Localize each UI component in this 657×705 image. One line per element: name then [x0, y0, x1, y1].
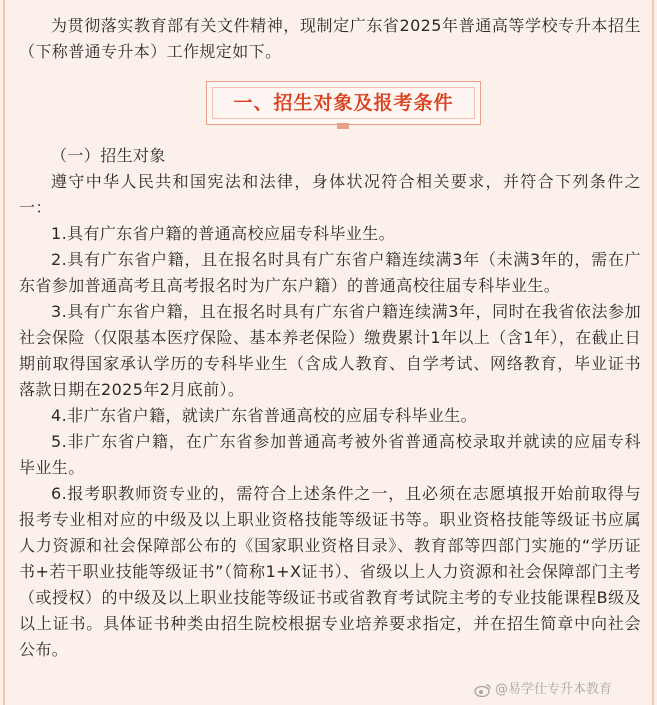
right-border-line [652, 0, 654, 705]
section-heading: 一、招生对象及报考条件 [233, 92, 454, 114]
article-body [19, 13, 641, 663]
intro-paragraph: 为贯彻落实教育部有关文件精神，现制定广东省2025年普通高等学校专升本招生（下称普通专升本）工作规定如下。 [19, 16, 641, 61]
section-heading-wrap [19, 71, 641, 143]
paragraph-conditions-intro: 遵守中华人民共和国宪法和法律，身体状况符合相关要求，并符合下列条件之一： [19, 172, 641, 217]
watermark-text: @易学仕专升本教育 [495, 682, 613, 697]
weibo-icon [474, 683, 492, 697]
paragraph-condition-1: 1.具有广东省户籍的普通高校应届专科毕业生。 [51, 224, 396, 243]
paragraph-condition-4: 4.非广东省户籍，就读广东省普通高校的应届专科毕业生。 [51, 406, 478, 425]
section-heading-box [206, 81, 481, 125]
subheading: （一）招生对象 [51, 146, 166, 165]
watermark [474, 681, 612, 699]
paragraph-condition-6: 6.报考职教师资专业的，需符合上述条件之一，且必须在志愿填报开始前取得与报考专业相对应的中级及以上职业资格技能等级证书等。职业资格技能等级证书应属人力资源和社会保障部公布的《国家职业资格目录》、教育部等四部门实施的“学历证书+若干职业技能等级证书”（简称1+X证书）、省级以上人力资源和社会保障部门主考（或授权）的中级及以上职业技能等级证书或省教育考试院主考的专业技能课程B级及以上证书。具体证书种类由招生院校根据专业培养要求指定，并在招生简章中向社会公布。 [19, 484, 641, 659]
paragraph-condition-2: 2.具有广东省户籍，且在报名时具有广东省户籍连续满3年（未满3年的，需在广东省参加普通高考且高考报名时为广东户籍）的普通高校往届专科毕业生。 [19, 250, 641, 295]
paragraph-condition-3: 3.具有广东省户籍，且在报名时具有广东省户籍连续满3年，同时在我省依法参加社会保险（仅限基本医疗保险、基本养老保险）缴费累计1年以上（含1年），在截止日期前取得国家承认学历的专科毕业生（含成人教育、自学考试、网络教育，毕业证书落款日期在2025年2月底前）。 [19, 302, 641, 399]
heading-decoration-tab [337, 123, 349, 129]
left-border-line [3, 0, 5, 705]
paragraph-condition-5: 5.非广东省户籍，在广东省参加普通高考被外省普通高校录取并就读的应届专科毕业生。 [19, 432, 641, 477]
